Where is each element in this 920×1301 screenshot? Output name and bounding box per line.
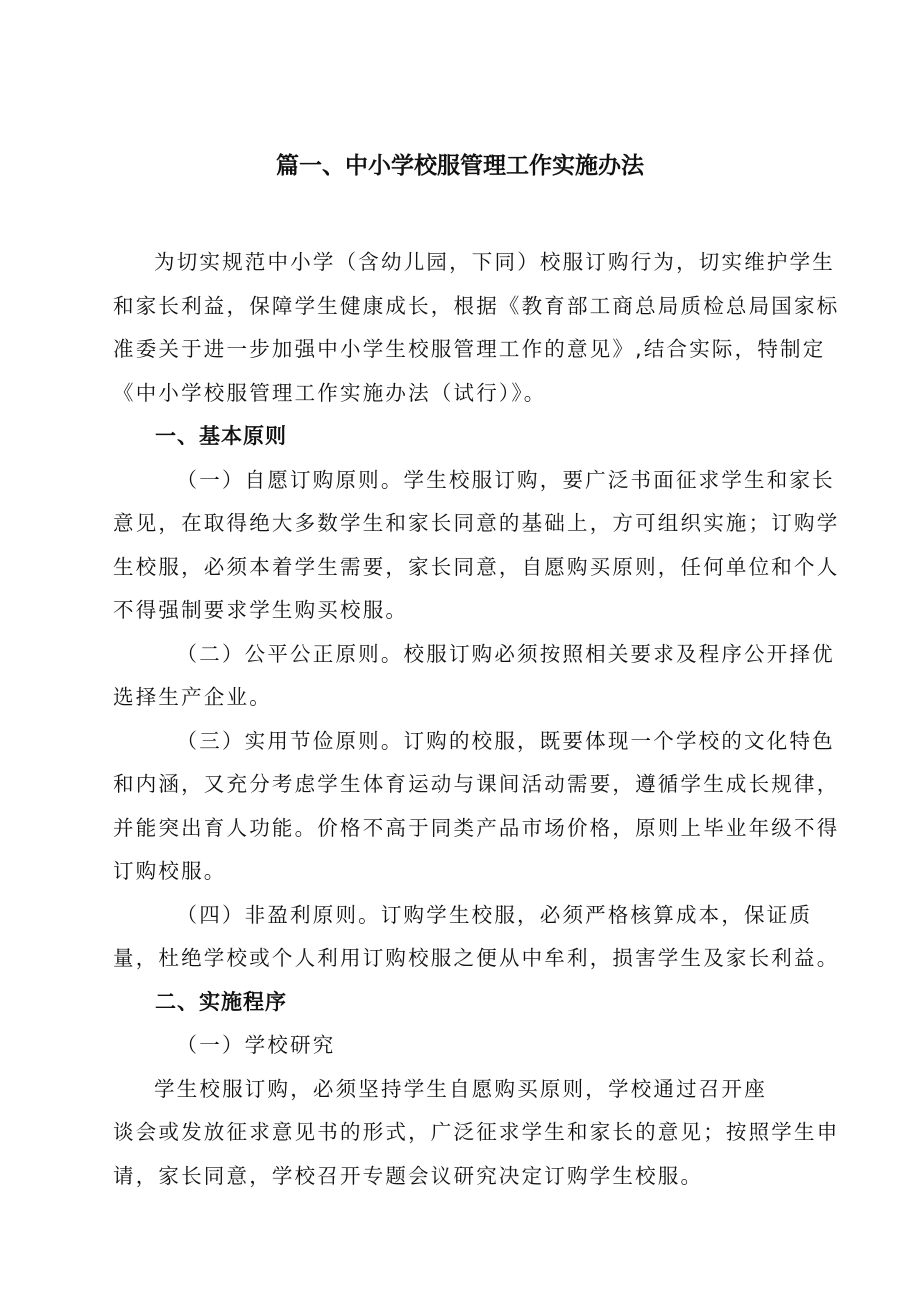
principle-non-profit: （四）非盈利原则。订购学生校服，必须严格核算成本，保证质量，杜绝学校或个人利用订购校服之便从中牟利，损害学生及家长利益。 (113, 902, 840, 970)
principle-practical: （三）实用节俭原则。订购的校服，既要体现一个学校的文化特色和内涵，又充分考虑学生体育运动与课间活动需要，遵循学生成长规律，并能突出育人功能。价格不高于同类产品市场价格，原则上毕业年级不得订购校服。 (113, 728, 840, 883)
procedure-paragraph-rest: 谈会或发放征求意见书的形式，广泛征求学生和家长的意见；按照学生申请，家长同意，学校召开专题会议研究决定订购学生校服。 (113, 1120, 840, 1188)
intro-paragraph: 为切实规范中小学（含幼儿园，下同）校服订购行为，切实维护学生和家长利益，保障学生健康成长，根据《教育部工商总局质检总局国家标准委关于进一步加强中小学生校服管理工作的意见》,结合实际，特制定《中小学校服管理工作实施办法（试行）》。 (113, 250, 840, 405)
procedure-paragraph-line1: 学生校服订购，必须坚持学生自愿购买原则，学校通过召开座 (154, 1076, 767, 1101)
subheading-school-research: （一）学校研究 (176, 1033, 336, 1057)
document-title: 篇一、中小学校服管理工作实施办法 (276, 153, 644, 179)
document-body (113, 241, 843, 1198)
principle-fairness: （二）公平公正原则。校服订购必须按照相关要求及程序公开择优选择生产企业。 (113, 641, 835, 709)
section-heading-procedure: 二、实施程序 (155, 989, 287, 1014)
section-heading-basic-principles: 一、基本原则 (155, 424, 287, 448)
principle-voluntary: （一）自愿订购原则。学生校服订购，要广泛书面征求学生和家长意见，在取得绝大多数学生和家长同意的基础上，方可组织实施；订购学生校服，必须本着学生需要，家长同意，自愿购买原则，任何单位和个人不得强制要求学生购买校服。 (113, 467, 840, 622)
